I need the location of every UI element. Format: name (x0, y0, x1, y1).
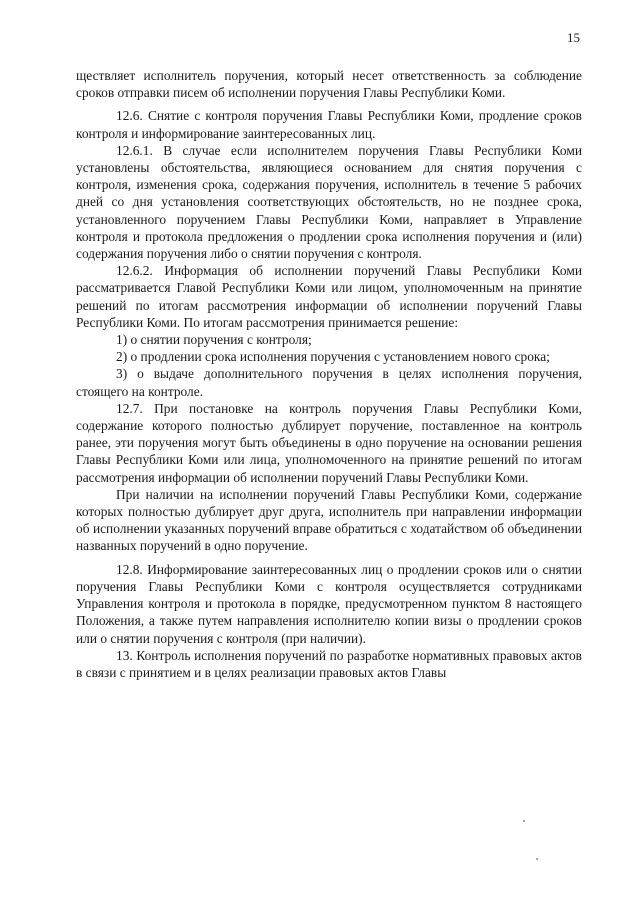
paragraph-12-6-1: 12.6.1. В случае если исполнителем поручения Главы Республики Коми установлены обстоятельства, являющиеся основанием для снятия поручения с контроля, изменения срока, содержания поручения, исполнитель в течение 5 рабочих дней со дня установления соответствующих обстоятельств, но не позднее срока, установленного поручением Главы Республики Коми, направляет в Управление контроля и протокола предложения о продлении срока исполнения поручения и (или) содержания поручения либо о снятии поручения с контроля. (76, 142, 582, 262)
paragraph-duplicate-orders: При наличии на исполнении поручений Главы Республики Коми, содержание которых полностью дублирует друг друга, исполнитель при направлении информации об исполнении указанных поручений вправе обратиться с ходатайством об объединении названных поручений в одно поручение. (76, 486, 582, 554)
scan-speck (536, 858, 538, 860)
paragraph-12-6-2: 12.6.2. Информация об исполнении поручений Главы Республики Коми рассматривается Главой Республики Коми или лицом, уполномоченным на принятие решений по итогам рассмотрения информации об исполнении поручений Главы Республики Коми. По итогам рассмотрения принимается решение: (76, 263, 582, 330)
list-item-3: 3) о выдаче дополнительного поручения в целях исполнения поручения, стоящего на контроле. (76, 366, 582, 399)
list-item-1: 1) о снятии поручения с контроля; (116, 332, 312, 348)
paragraph-13: 13. Контроль исполнения поручений по разработке нормативных правовых актов в связи с принятием и в целях реализации правовых актов Главы (76, 647, 582, 680)
paragraph-continuation: ществляет исполнитель поручения, который несет ответственность за соблюдение сроков отправки писем об исполнении поручения Главы Республики Коми. (76, 68, 582, 101)
paragraph-12-8: 12.8. Информирование заинтересованных лиц о продлении сроков или о снятии поручения Главы Республики Коми с контроля осуществляется сотрудниками Управления контроля и протокола в порядке, предусмотренном пунктом 8 настоящего Положения, а также путем направления исполнителю копии визы о продлении сроков или о снятии поручения с контроля (при наличии). (76, 561, 582, 646)
document-body (76, 67, 582, 681)
paragraph-12-6: 12.6. Снятие с контроля поручения Главы Республики Коми, продление сроков контроля и информирование заинтересованных лиц. (76, 108, 582, 141)
paragraph-12-7: 12.7. При постановке на контроль поручения Главы Республики Коми, содержание которого полностью дублирует поручение, поставленное на контроль ранее, эти поручения могут быть объединены в одно поручение на основании решения Главы Республики Коми или лица, уполномоченного на принятие решений по итогам рассмотрения информации об исполнении поручений Главы Республики Коми. (76, 400, 582, 485)
list-item-2: 2) о продлении срока исполнения поручения с установлением нового срока; (116, 349, 550, 365)
page-number: 15 (567, 30, 580, 45)
scan-speck (523, 820, 525, 822)
